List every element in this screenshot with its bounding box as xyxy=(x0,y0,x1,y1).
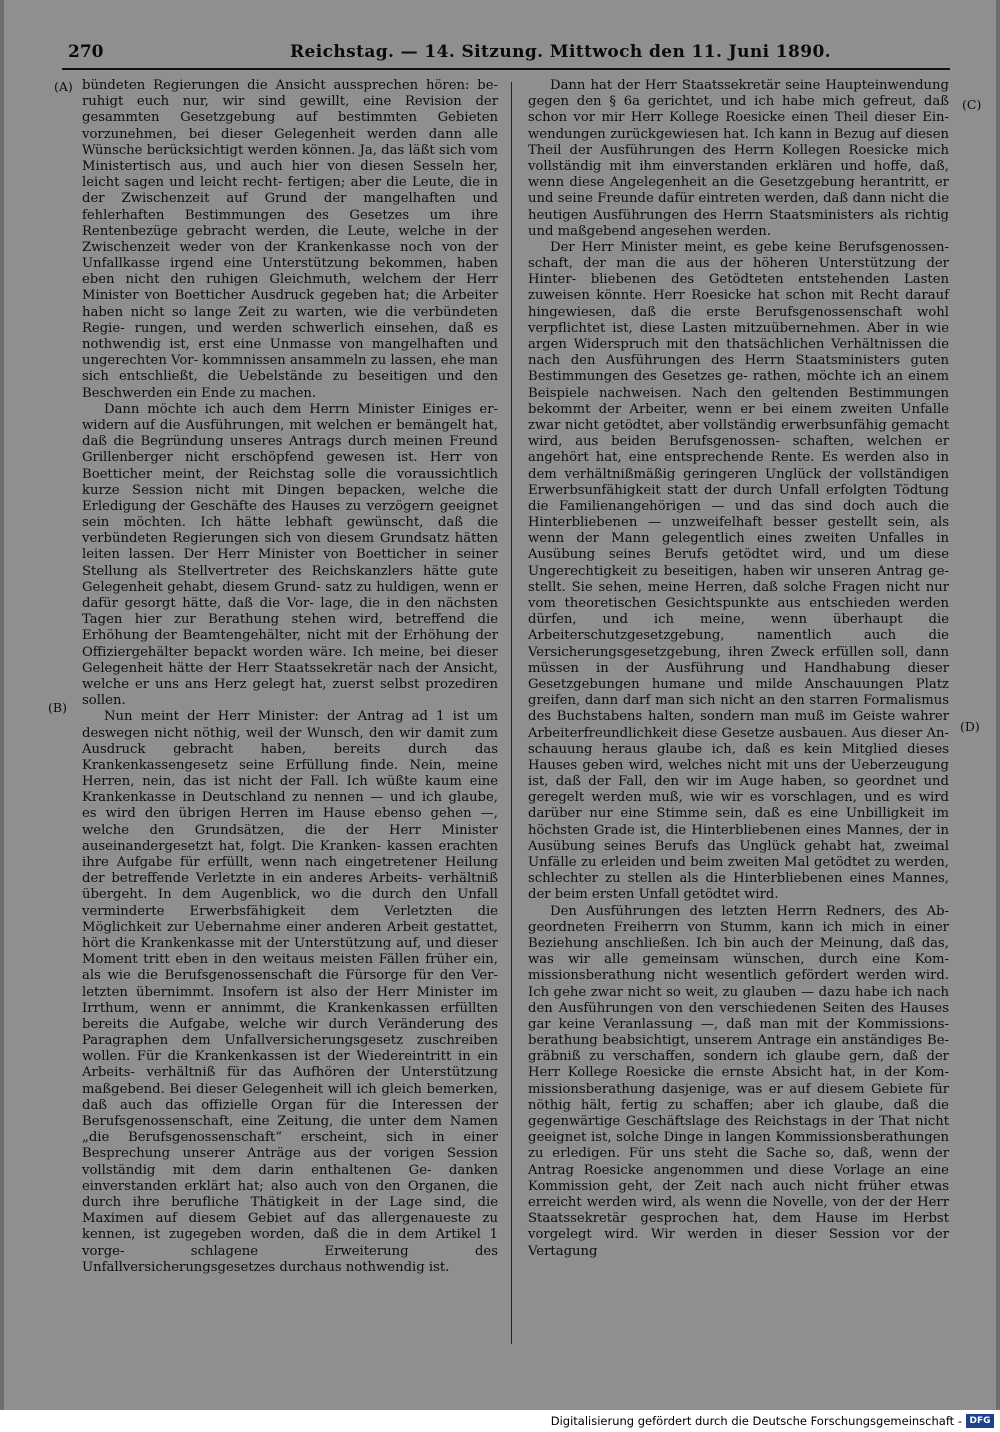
dfg-logo: DFG xyxy=(966,1414,994,1428)
left-paragraph-3: Nun meint der Herr Minister: der Antrag ad 1 ist um deswegen nicht nöthig, weil der Wunsch, den wir damit zum Ausdruck gebracht haben, bereits durch das Krankenkassengesetz seine Erfüllung finde. Nein, meine Herren, nein, das ist nicht der Fall. Ich wüßte kaum eine Krankenkasse in Deutschland zu nennen — und ich glaube, es wird den übrigen Herren im Hause ebenso gehen —, welche den Grundsätzen, die der Herr Minister auseinandergesetzt hat, folgt. Die Kranken- kassen erachten ihre Aufgabe für erfüllt, wenn nach eingetretener Heilung der betreffende Verletzte in ein anderes Arbeits- verhältniß übergeht. In dem Augenblick, wo die durch den Unfall verminderte Erwerbsfähigkeit dem Verletzten die Möglichkeit zur Uebernahme einer anderen Arbeit gestattet, hört die Krankenkasse mit der Unterstützung auf, und dieser Moment tritt eben in den weitaus meisten Fällen früher ein, als wie die Berufsgenossenschaft die Fürsorge für den Ver- letzten übernimmt. Insofern ist also der Herr Minister im Irrthum, wenn er annimmt, die Krankenkassen erfüllten bereits die Aufgabe, welche wir durch Veränderung des Paragraphen dem Unfallversicherungsgesetz zuschreiben wollen. Für die Krankenkassen ist der Wiedereintritt in ein Arbeits- verhältniß für das Aufhören der Unterstützung maßgebend. Bei dieser Gelegenheit will ich gleich bemerken, daß auch das offizielle Organ für die Interessen der Berufsgenossenschaft, eine Zeitung, die unter dem Namen „die Berufsgenossenschaft“ erscheint, sich in einer Besprechung unserer Anträge aus der vorigen Session vollständig mit dem darin enthaltenen Ge- danken einverstanden erklärt hat; also auch von den Organen, die durch ihre berufliche Thätigkeit in der Lage sind, die Maximen auf diesem Gebiet auf das allergenaueste zu kennen, ist zugegeben worden, daß die in dem Artikel 1 vorge- schlagene Erweiterung des Unfallversicherungsgesetzes durchaus nothwendig ist. xyxy=(82,709,498,1275)
margin-marker-a: (A) xyxy=(54,79,73,94)
column-divider xyxy=(511,82,512,1344)
running-title: Reichstag. — 14. Sitzung. Mittwoch den 11. Juni 1890. xyxy=(290,42,832,62)
right-paragraph-3: Den Ausführungen des letzten Herrn Redners, des Ab- geordneten Freiherrn von Stumm, kann ich mich in einer Beziehung anschließen. Ich bin auch der Meinung, daß das, was wir alle gemeinsam wünschen, durch eine Kom- missionsberathung nicht wesentlich gefördert werden wird. Ich gehe zwar nicht so weit, zu glauben — dazu habe ich nach den Ausführungen von den verschiedenen Seiten des Hauses gar keine Veranlassung —, daß man mit der Kommissions- berathung beabsichtigt, unserem Antrage ein anständiges Be- gräbniß zu verschaffen, sondern ich glaube gern, daß der Herr Kollege Roesicke die ernste Absicht hat, in der Kom- missionsberathung dasjenige, was er auf diesem Gebiete für nöthig hält, fertig zu schaffen; aber ich glaube, daß die gegenwärtige Geschäftslage des Reichstags in der That nicht geeignet ist, solche Dinge in langen Kommissionsberathungen zu erledigen. Für uns steht die Sache so, daß, wenn der Antrag Roesicke angenommen und diese Vorlage an eine Kommission geht, der Zeit nach auch nicht früher etwas erreicht werden wird, als wenn die Novelle, von der der Herr Staatssekretär gesprochen hat, dem Hause im Herbst vorgelegt wird. Wir werden in dieser Session vor der Vertagung xyxy=(528,903,949,1259)
left-column xyxy=(82,78,498,1276)
dfg-credit: Digitalisierung gefördert durch die Deutsche Forschungsgemeinschaft - xyxy=(550,1414,962,1428)
margin-marker-b: (B) xyxy=(48,700,67,715)
left-paragraph-1: bündeten Regierungen die Ansicht aussprechen hören: be- ruhigt euch nur, wir sind gewillt, eine Revision der gesammten Gesetzgebung auf bestimmten Gebieten vorzunehmen, bei dieser Gelegenheit werden dann alle Wünsche berücksichtigt werden können. Ja, das läßt sich vom Ministertisch aus, und auch hier von diesen Sesseln her, leicht sagen und leicht recht- fertigen; aber die Leute, die in der Zwischenzeit auf Grund der mangelhaften und fehlerhaften Bestimmungen des Gesetzes um ihre Rentenbezüge gebracht werden, die Leute, welche in der Zwischenzeit weder von der Krankenkasse noch von der Unfallkasse irgend eine Unterstützung bekommen, haben eben nicht den ruhigen Gleichmuth, welchem der Herr Minister von Boetticher Ausdruck gegeben hat; die Arbeiter haben nicht so lange Zeit zu warten, wie die verbündeten Regie- rungen, und werden schwerlich einsehen, daß es nothwendig ist, erst eine Unmasse von mangelhaften und ungerechten Vor- kommnissen ansammeln zu lassen, ehe man sich entschließt, die Uebelstände zu beseitigen und den Beschwerden ein Ende zu machen. xyxy=(82,78,498,401)
left-paragraph-2: Dann möchte ich auch dem Herrn Minister Einiges er- widern auf die Ausführungen, mit welchen er bemängelt hat, daß die Begründung unseres Antrags durch meinen Freund Grillenberger nicht erschöpfend gewesen ist. Herr von Boetticher meint, der Reichstag solle die voraussichtlich kurze Session nicht mit Dingen bepacken, welche die Erledigung der Geschäfte des Hauses zu verzögern geeignet sein möchten. Ich hätte lebhaft gewünscht, daß die verbündeten Regierungen sich von diesem Grundsatz hätten leiten lassen. Der Herr Minister von Boetticher in seiner Stellung als Stellvertreter des Reichskanzlers hätte gute Gelegenheit gehabt, diesem Grund- satz zu huldigen, wenn er dafür gesorgt hätte, daß die Vor- lage, die in den nächsten Tagen hier zur Berathung stehen wird, betreffend die Erhöhung der Beamtengehälter, nicht mit der Erhöhung der Offiziergehälter bepackt worden wäre. Ich meine, bei dieser Gelegenheit hätte der Herr Staatssekretär nach der Ansicht, welche er uns ans Herz gelegt hat, zuerst selbst prozediren sollen. xyxy=(82,401,498,709)
page-header xyxy=(68,40,950,66)
header-rule xyxy=(62,68,950,70)
footer-bar xyxy=(0,1410,1000,1432)
right-paragraph-1: Dann hat der Herr Staatssekretär seine Haupteinwendung gegen den § 6a gerichtet, und ich habe mich gefreut, daß schon vor mir Herr Kollege Roesicke einen Theil dieser Ein- wendungen zurückgewiesen hat. Ich kann in Bezug auf diesen Theil der Ausführungen des Herrn Kollegen Roesicke mich vollständig mit ihm einverstanden erklären und hoffe, daß, wenn diese Angelegenheit an die Gesetzgebung herantritt, er und seine Freunde dafür eintreten werden, daß dann nicht die heutigen Ausführungen des Herrn Staatsministers als richtig und maßgebend angesehen werden. xyxy=(528,78,949,239)
right-paragraph-2: Der Herr Minister meint, es gebe keine Berufsgenossen- schaft, der man die aus der höheren Unterstützung der Hinter- bliebenen des Getödteten entstehenden Lasten zuweisen könnte. Herr Roesicke hat schon mit Recht darauf hingewiesen, daß die erste Berufsgenossenschaft wohl verpflichtet ist, diese Lasten mitzuübernehmen. Aber in wie argen Widerspruch mit den thatsächlichen Verhältnissen die nach den Ausführungen des Herrn Staatsministers guten Bestimmungen des Gesetzes ge- rathen, möchte ich an einem Beispiele nachweisen. Nach den geltenden Bestimmungen bekommt der Arbeiter, wenn er bei einem zweiten Unfalle zwar nicht getödtet, aber vollständig erwerbsunfähig gemacht wird, aus beiden Berufsgenossen- schaften, welchen er angehört hat, eine entsprechende Rente. Es werden also in dem verhältnißmäßig geringeren Unglück der vollständigen Erwerbsunfähigkeit statt der durch Unfall erfolgten Tödtung die Familienangehörigen — und das sind doch auch die Hinterbliebenen — unzweifelhaft besser gestellt sein, als wenn der Mann gelegentlich eines zweiten Unfalles in Ausübung seines Berufs getödtet wird, und um diese Ungerechtigkeit zu beseitigen, haben wir unseren Antrag ge- stellt. Sie sehen, meine Herren, daß solche Fragen nicht nur vom theoretischen Gesichtspunkte aus entschieden werden dürfen, und ich meine, wenn überhaupt die Arbeiterschutzgesetzgebung, namentlich auch die Versicherungsgesetzgebung, ihren Zweck erfüllen soll, dann müssen in der Ausführung und Handhabung dieser Gesetzgebungen humane und milde Anschauungen Platz greifen, dann darf man sich nicht an den starren Formalismus des Buchstabens halten, sondern man muß im Geiste wahrer Arbeiterfreundlichkeit diese Gesetze ausbauen. Aus dieser An- schauung heraus glaube ich, daß es kein Mitglied dieses Hauses geben wird, welches nicht mit uns der Ueberzeugung ist, daß der Fall, den wir im Auge haben, so geordnet und geregelt werden muß, wie wir es vorschlagen, und es wird darüber nur eine Stimme sein, daß es eine Unbilligkeit im höchsten Grade ist, die Hinterbliebenen eines Mannes, der in Ausübung seines Berufs das Unglück gehabt hat, zweimal Unfälle zu erleiden und beim zweiten Mal getödtet zu werden, schlechter zu stellen als die Hinterbliebenen eines Mannes, der beim ersten Unfall getödtet wird. xyxy=(528,239,949,903)
margin-marker-c: (C) xyxy=(962,97,982,112)
right-column xyxy=(528,78,949,1260)
margin-marker-d: (D) xyxy=(960,719,980,734)
page-number: 270 xyxy=(68,42,104,62)
